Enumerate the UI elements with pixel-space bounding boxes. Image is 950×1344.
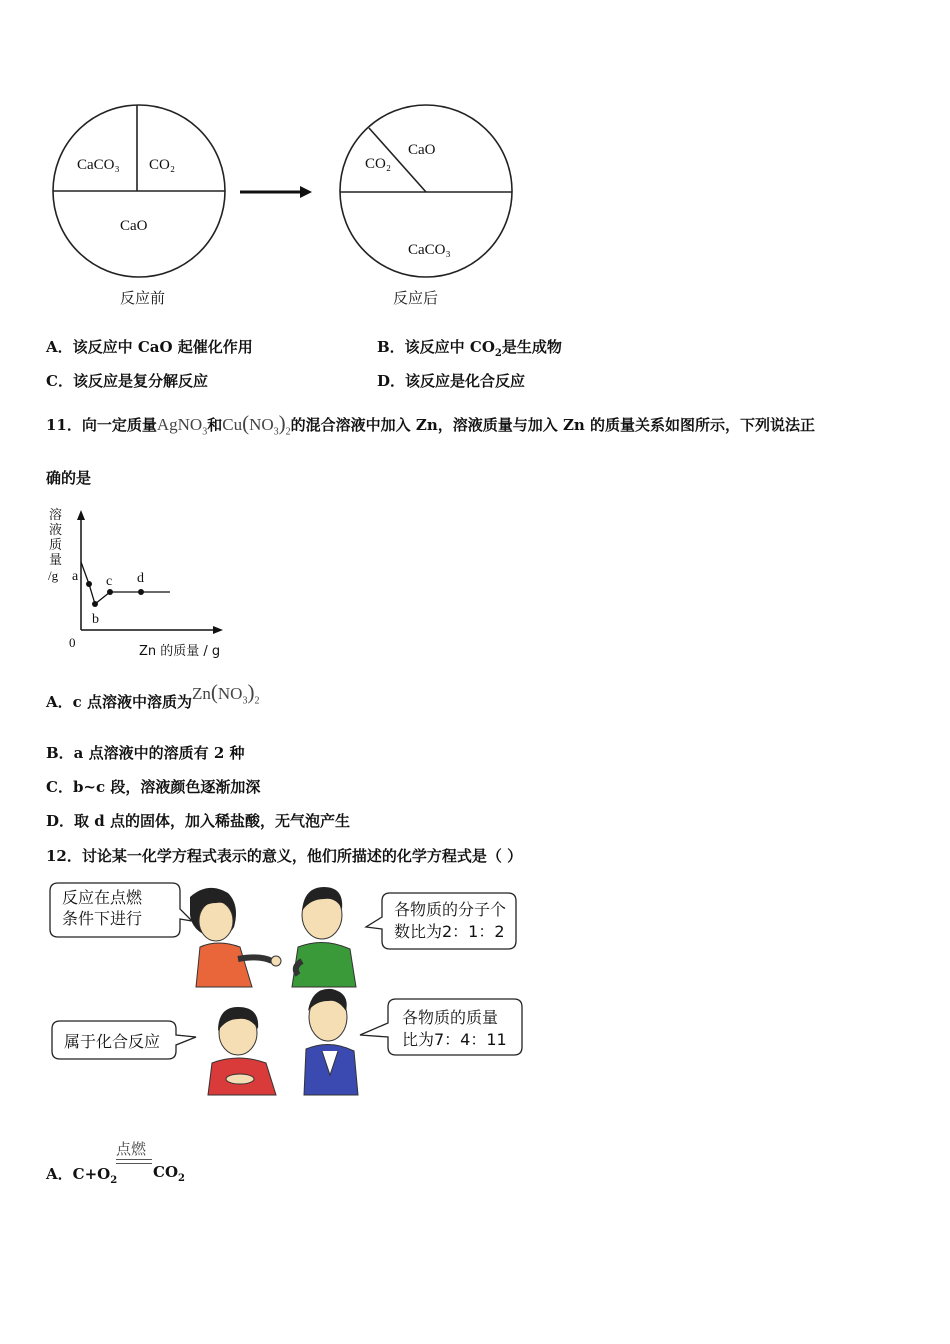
bubble1-line2: 条件下进行	[62, 909, 143, 928]
pie-after-cao: CaO	[408, 142, 436, 158]
cu-no3-2-formula: $Cu(NO_3)_2$	[222, 411, 291, 438]
point-d	[138, 589, 144, 595]
q11-option-b: B．a 点溶液中的溶质有 2 种	[46, 744, 245, 762]
ylabel-char-4: 量	[49, 553, 63, 568]
q11-option-d: D．取 d 点的固体，加入稀盐酸，无气泡产生	[46, 812, 350, 830]
boy-figure-2	[208, 1007, 276, 1095]
reaction-pie-diagram	[40, 95, 540, 315]
reaction-arrow	[240, 186, 312, 198]
pie-after-caption: 反应后	[393, 289, 439, 307]
bubble2-line1: 各物质的分子个	[394, 900, 507, 919]
q12-option-a: A．$C+O_2$	[46, 1165, 118, 1186]
zn-no3-2-formula: $Zn(NO_3)_2$	[192, 680, 260, 707]
bubble2-line2: 数比为2：1：2	[394, 922, 505, 941]
point-a-label: a	[72, 569, 79, 584]
pie-before-cao: CaO	[120, 218, 148, 234]
ylabel-char-2: 液	[49, 523, 63, 538]
q10-option-d: D．该反应是化合反应	[377, 372, 526, 390]
boy-figure-1	[292, 887, 356, 987]
equation-bar-top	[116, 1159, 152, 1160]
bubble3-text: 属于化合反应	[64, 1032, 161, 1051]
equation-bar-bottom	[116, 1163, 152, 1164]
ylabel-unit: /g	[48, 568, 59, 583]
agno3-formula: AgNO$_3$	[156, 415, 208, 438]
q11-question-line2: 确的是	[46, 469, 92, 487]
q11-option-a: A．c 点溶液中溶质为$Zn(NO_3)_2$	[46, 680, 260, 711]
q11-mass-graph	[40, 502, 240, 667]
graph-origin: 0	[69, 635, 76, 650]
graph-xlabel: Zn 的质量 / g	[139, 644, 221, 659]
speech-bubble-3	[52, 1021, 196, 1059]
speech-bubble-1	[50, 883, 192, 937]
q10-option-b: B．该反应中 $CO_2$是生成物	[377, 338, 562, 359]
girl-figure	[190, 888, 281, 987]
bubble4-line1: 各物质的质量	[402, 1008, 499, 1027]
q12-option-a-product: $CO_2$	[153, 1163, 185, 1184]
pie-after	[340, 105, 512, 277]
point-d-label: d	[137, 571, 144, 586]
q11-option-c: C．b~c 段，溶液颜色逐渐加深	[46, 778, 261, 796]
point-c	[107, 589, 113, 595]
q10-option-c: C．该反应是复分解反应	[46, 372, 208, 390]
point-c-label: c	[106, 574, 113, 589]
reaction-condition: 点燃	[116, 1140, 147, 1158]
ylabel-char-1: 溶	[49, 508, 63, 523]
pie-after-caco3: CaCO₃	[408, 242, 451, 258]
point-a	[86, 581, 92, 587]
pie-before-caco3: CaCO₃	[77, 157, 120, 173]
ylabel-char-3: 质	[49, 538, 63, 553]
pie-after-co2: CO₂	[365, 156, 392, 172]
q12-question: 12．讨论某一化学方程式表示的意义，他们所描述的化学方程式是（ ）	[46, 847, 523, 865]
bubble1-line1: 反应在点燃	[62, 888, 143, 907]
pie-before-caption: 反应前	[120, 289, 166, 307]
q11-question: 11．向一定质量AgNO$_3$和$Cu(NO_3)_2$的混合溶液中加入 Zn，溶液质量与加入 Zn 的质量关系如图所示，下列说法正	[46, 411, 816, 438]
point-b	[92, 601, 98, 607]
boy-figure-3	[304, 989, 358, 1095]
graph-curve	[81, 562, 170, 604]
q10-option-a: A．该反应中 CaO 起催化作用	[46, 338, 253, 356]
pie-before	[53, 105, 225, 277]
q12-discussion-illustration	[40, 875, 540, 1105]
speech-bubble-4	[360, 999, 522, 1055]
bubble4-line2: 比为7：4：11	[402, 1030, 507, 1049]
pie-before-co2: CO₂	[149, 157, 176, 173]
speech-bubble-2	[366, 893, 516, 949]
point-b-label: b	[92, 612, 99, 627]
graph-ylabel	[48, 507, 62, 583]
